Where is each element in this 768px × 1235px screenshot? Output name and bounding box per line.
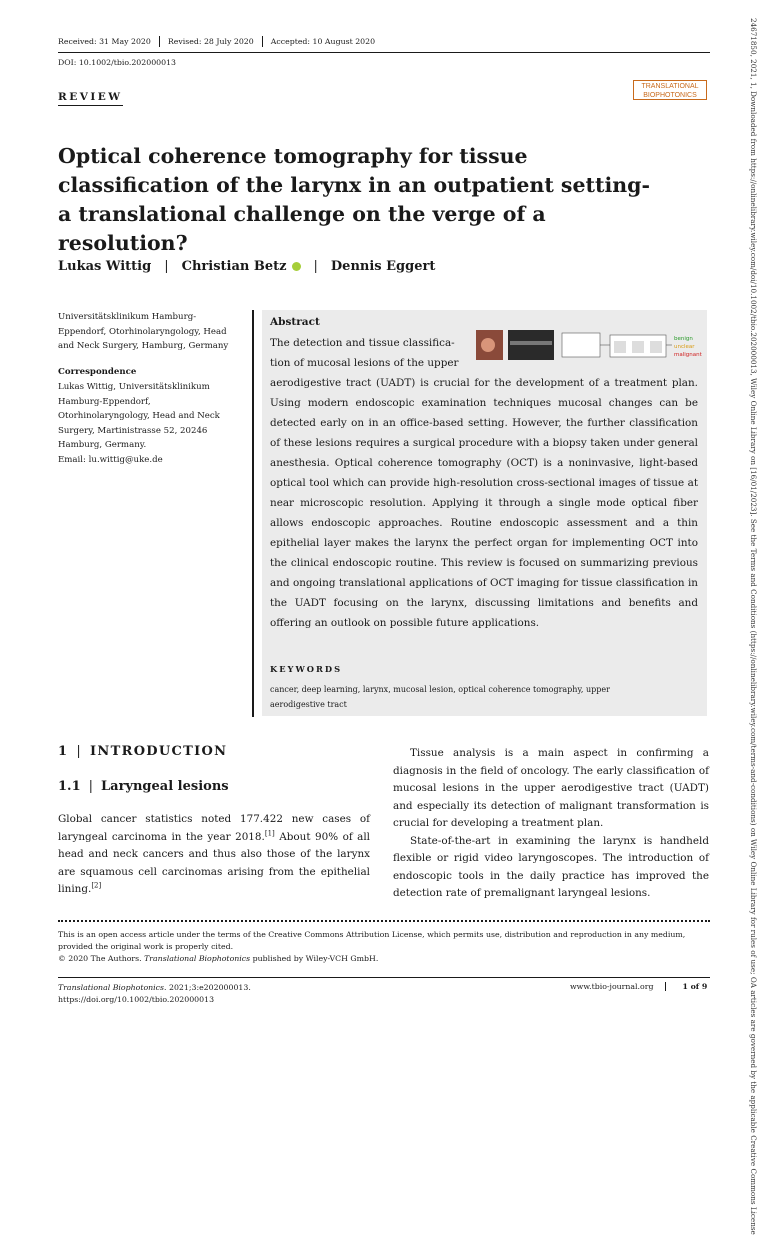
doi[interactable]: DOI: 10.1002/tbio.202000013 [58, 58, 176, 67]
header-rule [58, 52, 710, 53]
paragraph [58, 811, 370, 899]
author-separator: | [313, 259, 318, 274]
page-number: 1 of 9 [665, 982, 707, 991]
author-name[interactable]: Lukas Wittig [58, 259, 152, 274]
citation[interactable]: [2] [91, 881, 102, 890]
keywords: cancer, deep learning, larynx, mucosal lesion, optical coherence tomography, upper aerodigestive tract [270, 685, 610, 709]
abstract-line: The detection and tissue classifica- [270, 337, 455, 349]
revised-date: Revised: 28 July 2020 [159, 36, 262, 47]
download-notice-text: 24671850, 2021, 1, Downloaded from https://onlinelibrary.wiley.com/doi/10.1002/tbio.202000013, Wiley Online Library on [16/01/2023]. See the Terms and Conditions (https://onlinelibrary.wiley.com/terms-and-conditions) on Wiley Online Library for rules of use; OA articles are governed by the applicable Creative Commons License [749, 18, 758, 1235]
text-run: 2021;3:e202000013. [166, 983, 251, 992]
download-notice [746, 18, 758, 1235]
subsection-heading [58, 779, 229, 794]
license-divider [58, 920, 710, 924]
section-heading [58, 744, 227, 759]
keywords-heading: KEYWORDS [270, 664, 343, 674]
section-separator: | [88, 779, 94, 794]
journal-logo-line2: BIOPHOTONICS [643, 92, 697, 99]
network-layer [614, 341, 626, 353]
abstract-body: aerodigestive tract (UADT) is crucial for the development of a treatment plan. Using modern endoscopic examination techniques mucosal changes can be detected early on in an office-based setting. However, the further classification of these lesions requires a surgical procedure with a biopsy taken under general anesthesia. Optical coherence tomography (OCT) is a noninvasive, light-based optical tool which can provide high-resolution cross-sectional images of tissue at near microscopic resolution. Applying it through a single mode optical fiber allows endoscopic approaches. Routine endoscopic assessment and a thin epithelial layer makes the larynx the perfect organ for implementing OCT into the clinical endoscopic routine. This review is focused on summarizing previous and ongoing translational applications of OCT imaging for tissue classification in the UADT focusing on the larynx, discussing limitations and benefits and offering an outlook on possible future applications. [270, 377, 698, 629]
body-right-column [393, 745, 709, 903]
article-title: Optical coherence tomography for tissue classification of the larynx in an outpatient setting-a translational challenge on the verge of a resolution? [58, 144, 650, 255]
label-benign: benign [674, 336, 693, 342]
correspondence-heading: Correspondence [58, 367, 137, 377]
label-malignant: malignant [674, 352, 702, 358]
orcid-icon[interactable] [292, 262, 301, 271]
graphical-abstract [476, 329, 706, 363]
journal-website-link[interactable]: www.tbio-journal.org [570, 982, 654, 991]
author-name[interactable]: Dennis Eggert [330, 259, 436, 274]
paragraph: Tissue analysis is a main aspect in confirming a diagnosis in the field of oncology. The early classification of mucosal lesions in the upper aerodigestive tract (UADT) and especially its detection of malignant transformation is crucial for developing a treatment plan. [393, 747, 709, 829]
text-run: © 2020 The Authors. [58, 954, 145, 963]
citation-line [58, 982, 251, 994]
journal-name: Translational Biophotonics [144, 954, 251, 963]
section-separator: | [76, 744, 83, 759]
license-text: This is an open access article under the terms of the Creative Commons Attribution License, which permits use, distribution and reproduction in any medium, provided the original work is properly cited. [58, 930, 686, 951]
section-title: INTRODUCTION [90, 744, 228, 759]
text-run: About 90% of all head and neck cancers and thus also those of the larynx are squamous cell carcinomas arising from the epithelial lining. [58, 830, 370, 895]
label-unclear: unclear [674, 344, 695, 350]
footer-right [570, 982, 707, 991]
copyright-line [58, 953, 710, 965]
section-number: 1 [58, 744, 69, 759]
article-type: REVIEW [58, 91, 123, 106]
abstract-line: tion of mucosal lesions of the upper [270, 357, 459, 369]
network-layer [650, 341, 662, 353]
affiliation: Universitätsklinikum Hamburg-Eppendorf, Otorhinolaryngology, Head and Neck Surgery, Hamburg, Germany [58, 312, 229, 352]
abstract-heading: Abstract [270, 316, 320, 328]
article-dates [58, 36, 383, 47]
correspondence-email[interactable]: Email: lu.wittig@uke.de [58, 454, 163, 465]
correspondence [58, 380, 236, 468]
author-name[interactable]: Christian Betz [181, 259, 287, 274]
accepted-date: Accepted: 10 August 2020 [262, 36, 383, 47]
footer-citation [58, 982, 251, 1006]
journal-logo-line1: TRANSLATIONAL [641, 83, 699, 90]
author-separator: | [164, 259, 169, 274]
citation[interactable]: [1] [264, 829, 275, 838]
correspondence-text: Lukas Wittig, Universitätsklinikum Hamburg-Eppendorf, Otorhinolaryngology, Head and Neck Surgery, Martinistrasse 52, 20246 Hamburg, Germany. [58, 382, 220, 451]
oct-layer [510, 341, 552, 345]
paragraph: State-of-the-art in examining the larynx is handheld flexible or rigid video laryngoscopes. The introduction of endoscopic tools in the daily practice has improved the detection rate of premalignant laryngeal lesions. [393, 834, 709, 899]
subsection-title: Laryngeal lesions [101, 779, 229, 794]
doi-link[interactable]: https://doi.org/10.1002/tbio.202000013 [58, 995, 215, 1004]
feature-box [562, 333, 600, 357]
footer-rule [58, 977, 710, 978]
text-run: published by Wiley-VCH GmbH. [250, 954, 379, 963]
network-layer [632, 341, 644, 353]
license-notice [58, 929, 710, 965]
subsection-number: 1.1 [58, 779, 81, 794]
journal-name: Translational Biophotonics. [58, 983, 167, 992]
abstract-rule [252, 310, 254, 717]
lesion-shape [481, 338, 495, 352]
received-date: Received: 31 May 2020 [58, 37, 151, 46]
author-list [58, 259, 435, 274]
journal-logo [633, 80, 707, 100]
body-left-column [58, 811, 370, 899]
text-run: Global cancer statistics noted 177.422 new cases of laryngeal carcinoma in the year 2018. [58, 813, 370, 843]
